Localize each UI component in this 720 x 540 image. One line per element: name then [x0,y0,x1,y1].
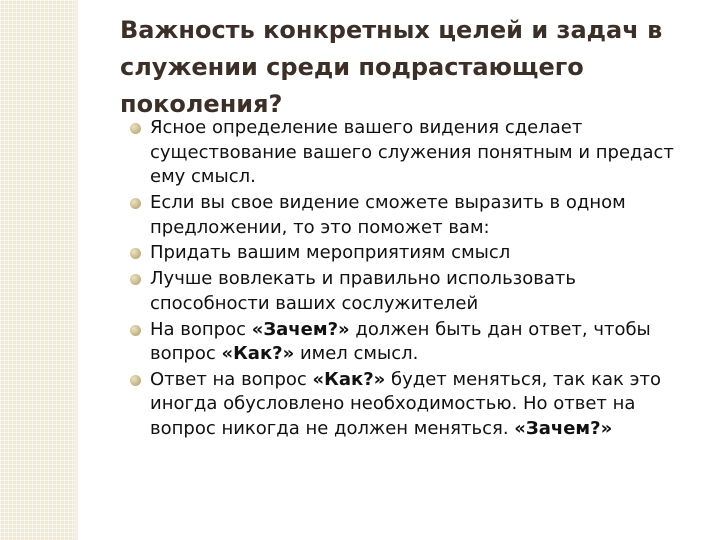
bullet-text: Лучше вовлекать и правильно использовать способности ваших сослужителей [150,268,576,314]
round-bullet-icon [130,248,141,259]
bullet-emphasis-text: «Зачем?» [514,418,613,440]
bullet-text: должен быть дан ответ, чтобы вопрос [150,318,651,365]
slide-title: Важность конкретных целей и задач в служении среди подрастающего поколения? [120,16,663,118]
round-bullet-icon [130,274,141,285]
bullet-list [120,116,695,443]
round-bullet-icon [130,325,141,336]
bullet-item [120,116,695,190]
bullet-text: Придать вашим мероприятиям смысл [150,242,511,264]
bullet-text: На вопрос [150,318,252,340]
round-bullet-icon [130,375,141,386]
bullet-item [120,267,695,316]
bullet-text: Ответ на вопрос [150,368,313,390]
round-bullet-icon [130,198,141,209]
bullet-item [120,368,695,442]
bullet-emphasis-text: «Как?» [312,368,386,390]
bullet-item [120,318,695,367]
bullet-item [120,241,695,266]
bullet-text: Ясное определение вашего видения сделает существование вашего служения понятным и предаст ему смысл. [150,117,674,188]
bullet-emphasis-text: «Зачем?» [251,318,350,340]
side-band-divider [74,0,78,540]
bullet-item [120,191,695,240]
bullet-text: Если вы свое видение сможете выразить в одном предложении, то это поможет вам: [150,191,626,238]
bullet-text: будет меняться, так как это иногда обусловлено необходимостью. Но ответ на вопрос никогда не должен меняться. [150,368,661,440]
bullet-text: имел смысл. [294,343,419,365]
round-bullet-icon [130,123,141,134]
bullet-emphasis-text: «Как?» [221,343,295,365]
decorative-side-band [0,0,74,540]
